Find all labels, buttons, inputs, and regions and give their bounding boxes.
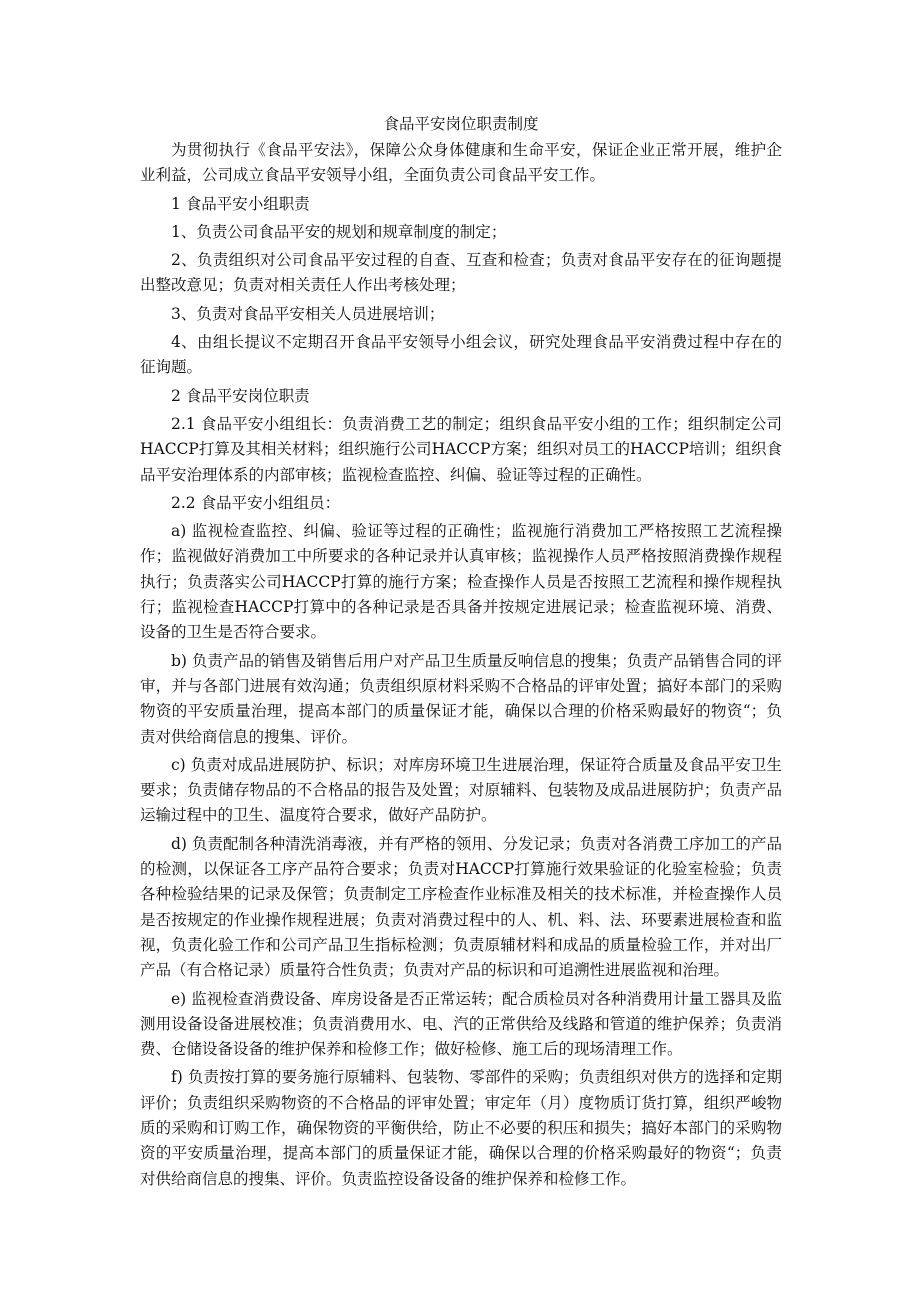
duty-item-3: 3、负责对食品平安相关人员进展培训； bbox=[171, 304, 445, 323]
duty-item-1: 1、负责公司食品平安的规划和规章制度的制定； bbox=[171, 222, 507, 241]
member-duty-a: a) 监视检查监控、纠偏、验证等过程的正确性；监视施行消费加工严格按照工艺流程操作；监视做好消费加工中所要求的各种记录并认真审核；监视操作人员严格按照消费操作规程执行；负责落实公司HACCP打算的施行方案；检查操作人员是否按照工艺流程和操作规程执行；监视检查HACCP打算中的各种记录是否具备并按规定进展记录；检查监视环境、消费、设备的卫生是否符合要求。 bbox=[140, 522, 782, 642]
leader-duties-paragraph: 2.1 食品平安小组组长：负责消费工艺的制定；组织食品平安小组的工作；组织制定公司HACCP打算及其相关材料；组织施行公司HACCP方案；组织对员工的HACCP培训；组织食品平安治理体系的内部审核；监视检查监控、纠偏、验证等过程的正确性。 bbox=[140, 414, 782, 484]
intro-paragraph: 为贯彻执行《食品平安法》，保障公众身体健康和生命平安，保证企业正常开展，维护企业利益，公司成立食品平安领导小组，全面负责公司食品平安工作。 bbox=[140, 141, 782, 185]
duty-item-2: 2、负责组织对公司食品平安过程的自查、互查和检查；负责对食品平安存在的征询题提出整改意见；负责对相关责任人作出考核处理； bbox=[140, 251, 782, 295]
section-heading-1: 1 食品平安小组职责 bbox=[171, 194, 310, 213]
duty-item-4: 4、由组长提议不定期召开食品平安领导小组会议，研究处理食品平安消费过程中存在的征询题。 bbox=[140, 333, 782, 377]
member-duties-heading: 2.2 食品平安小组组员： bbox=[171, 493, 341, 512]
member-duty-d: d) 负责配制各种清洗消毒液，并有严格的领用、分发记录；负责对各消费工序加工的产品的检测，以保证各工序产品符合要求；负责对HACCP打算施行效果验证的化验室检验；负责各种检验结果的记录及保管；负责制定工序检查作业标准及相关的技术标准，并检查操作人员是否按规定的作业操作规程进展；负责对消费过程中的人、机、料、法、环要素进展检查和监视，负责化验工作和公司产品卫生指标检测；负责原辅材料和成品的质量检验工作，并对出厂产品（有合格记录）质量符合性负责；负责对产品的标识和可追溯性进展监视和治理。 bbox=[140, 834, 782, 980]
member-duty-c: c) 负责对成品进展防护、标识；对库房环境卫生进展治理，保证符合质量及食品平安卫生要求；负责储存物品的不合格品的报告及处置；对原辅料、包装物及成品进展防护；负责产品运输过程中的卫生、温度符合要求，做好产品防护。 bbox=[140, 755, 782, 825]
document-page bbox=[140, 112, 782, 1192]
section-heading-2: 2 食品平安岗位职责 bbox=[171, 386, 310, 405]
member-duty-e: e) 监视检查消费设备、库房设备是否正常运转；配合质检员对各种消费用计量工器具及监测用设备设备进展校准；负责消费用水、电、汽的正常供给及线路和管道的维护保养；负责消费、仓储设备设备的维护保养和检修工作；做好检修、施工后的现场清理工作。 bbox=[140, 989, 782, 1059]
member-duty-f: f) 负责按打算的要务施行原辅料、包装物、零部件的采购；负责组织对供方的选择和定期评价；负责组织采购物资的不合格品的评审处置；审定年（月）度物质订货打算，组织严峻物质的采购和订购工作，确保物资的平衡供给，防止不必要的积压和损失；搞好本部门的采购物资的平安质量治理，提高本部门的质量保证才能，确保以合理的价格采购最好的物资“；负责对供给商信息的搜集、评价。负责监控设备设备的维护保养和检修工作。 bbox=[140, 1068, 782, 1188]
member-duty-b: b) 负责产品的销售及销售后用户对产品卫生质量反响信息的搜集；负责产品销售合同的评审，并与各部门进展有效沟通；负责组织原材料采购不合格品的评审处置；搞好本部门的采购物资的平安质量治理，提高本部门的质量保证才能，确保以合理的价格采购最好的物资“；负责对供给商信息的搜集、评价。 bbox=[140, 651, 782, 746]
document-title: 食品平安岗位职责制度 bbox=[383, 115, 539, 133]
